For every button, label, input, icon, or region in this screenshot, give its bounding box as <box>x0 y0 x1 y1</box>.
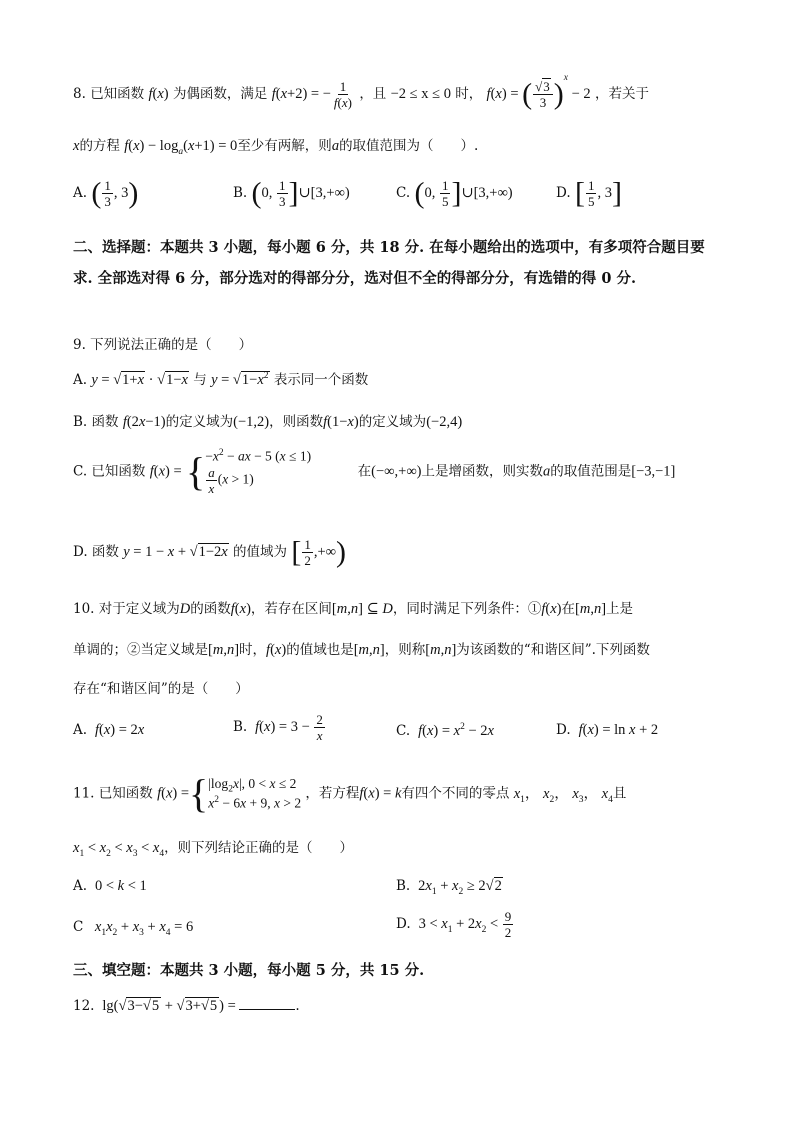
q10-line2 <box>73 638 650 659</box>
q8-option-a-expr: ( $\frac{1}{3}$ , 3) <box>91 176 139 210</box>
q8-line2-b: 至少有两解，则 <box>237 138 332 154</box>
q10-l1-d: ，同时满足下列条件：① <box>392 601 542 617</box>
q10-l2-a: 单调的；②当定义域是 <box>73 642 208 658</box>
q10-l1-f: 上是 <box>606 601 634 617</box>
q12-line: 12. lg(√3−√5 + √3+√5 ) = . <box>73 998 300 1014</box>
q8-option-c-label: C. <box>396 184 411 201</box>
q11-option-b[interactable] <box>396 878 503 897</box>
q10-option-a-expr: f(x) = 2x <box>94 722 145 738</box>
q9-option-b[interactable] <box>73 410 462 431</box>
q8-option-b-expr: (0, $\frac{1}{3}$ ]∪[3,+∞) <box>251 176 350 210</box>
q10-line3: 存在“和谐区间”的是（ ） <box>73 681 249 697</box>
q8-option-c[interactable] <box>396 178 513 209</box>
q9-a-expr2: $y = √1-x^2$ <box>211 371 269 388</box>
q8-x-var: x <box>73 138 80 154</box>
q9-b-dom1: (−1,2) <box>233 414 270 430</box>
q9-d-range: [ $\frac{1}{2}$ ,+∞) <box>291 535 346 569</box>
q8-line1 <box>73 73 649 110</box>
q10-mn4: [m,n] <box>425 642 457 658</box>
q9-b-tail: 的定义域为 <box>358 414 427 430</box>
q8-option-d-label: D. <box>556 184 571 201</box>
q10-option-b-expr: f(x) = 3 − $\frac{2}{x}$ <box>255 712 323 743</box>
q11-option-b-label: B. <box>396 878 411 894</box>
q11-brace: { <box>189 771 209 816</box>
q9-c-mid2: 上是增函数，则实数 <box>421 463 543 480</box>
q9-b-expr2: f(1−x) <box>323 414 359 430</box>
q11-l1-a: 11. 已知函数 <box>73 785 153 802</box>
section-2-heading: 二、选择题：本题共 3 小题，每小题 6 分，共 18 分. 在每小题给出的选项中，有多项符合题目要求. 全部选对得 6 分，部分选对的得部分分，选对但不全的得部分分，有选错的得 0 分. <box>73 239 705 287</box>
q10-fx2: f(x) <box>541 601 562 617</box>
q10-option-c-expr: $f(x) = x^2 - 2x$ <box>418 722 494 739</box>
q8-a-var: a <box>331 138 340 154</box>
q11-line2 <box>73 836 353 859</box>
q9-d-expr: y = 1 − x + √1−2x <box>123 543 228 560</box>
q8-line2-a: 的方程 <box>79 138 120 154</box>
q8-option-a[interactable] <box>73 178 138 209</box>
q9-c-a-var: a <box>542 463 551 480</box>
q10-l2-b: 时， <box>239 642 267 658</box>
q11-option-a-expr: 0 < k < 1 <box>91 878 147 894</box>
q10-D: D <box>179 601 191 617</box>
q10-mn2: [m,n] <box>208 642 240 658</box>
q9-option-a[interactable] <box>73 368 368 389</box>
q10-l1-b: 的函数 <box>190 601 231 617</box>
q8-line2-c: 的取值范围为（ ）. <box>339 138 479 154</box>
q9-c-interval: (−∞,+∞) <box>371 463 422 480</box>
q9-c-mid: 在 <box>357 463 372 480</box>
q9-stem: 9. 下列说法正确的是（ ） <box>73 337 253 353</box>
q10-l1-e: 在 <box>561 601 575 617</box>
q10-l1-c: ，若存在区间 <box>250 601 332 617</box>
q8-option-b[interactable] <box>233 178 350 209</box>
q10-option-d[interactable] <box>556 722 658 739</box>
q10-option-a-label: A. <box>73 722 88 738</box>
q11-l1-d: 且 <box>612 785 627 802</box>
q11-option-a[interactable] <box>73 878 147 895</box>
q11-option-b-expr: $2x_1 + x_2 \ge 2√2$ <box>414 878 502 897</box>
q8-stem-a: 已知函数 <box>90 86 145 102</box>
q11-eq: f(x) = k <box>359 785 402 802</box>
q8-option-a-label: A. <box>73 184 88 201</box>
q8-and: ，且 <box>359 86 387 102</box>
q11-option-a-label: A. <box>73 878 88 894</box>
q8-tail: ，若关于 <box>594 86 649 102</box>
q11-line1 <box>73 771 627 816</box>
q9-c-fx: f(x) = <box>149 463 182 480</box>
q9-option-c[interactable] <box>73 448 675 496</box>
q10-option-b[interactable] <box>233 712 326 743</box>
q10-l2-e: 为该函数的“和谐区间”.下列函数 <box>456 642 650 658</box>
q9-option-d-label: D. 函数 <box>73 543 119 560</box>
q11-option-c-expr: $x_1x_2 + x_3 + x_4 = 6$ <box>94 919 194 938</box>
q9-option-c-label: C. 已知函数 <box>73 463 146 480</box>
q10-mn3: [m,n] <box>353 642 385 658</box>
q9-option-b-label: B. 函数 <box>73 414 119 430</box>
q8-option-d-expr: [ $\frac{1}{5}$ , 3] <box>574 176 622 210</box>
q9-c-tail: 的取值范围是 <box>550 463 632 480</box>
q8-equation: $f(x) - \log_a(x+1) = 0$ <box>124 138 238 157</box>
q12-answer-blank[interactable] <box>239 1009 295 1010</box>
q11-zeros: $x_1$， $x_2$， $x_3$， $x_4$ <box>513 785 613 805</box>
q9-b-expr1: f(2x−1) <box>122 414 166 430</box>
q9-option-a-label: A. <box>73 372 88 388</box>
q10-fx3: f(x) <box>266 642 287 658</box>
q10-mn1: [m,n] <box>574 601 607 617</box>
q9-d-tail: 的值域为 <box>233 543 288 560</box>
q10-option-a[interactable] <box>73 722 144 739</box>
q11-option-c[interactable] <box>73 919 193 938</box>
q11-l1-c: 有四个不同的零点 <box>401 785 510 802</box>
q11-option-d[interactable] <box>396 909 514 940</box>
q11-l2-tail: ，则下列结论正确的是（ ） <box>164 840 354 856</box>
q8-line2 <box>73 134 478 157</box>
q9-c-cases: $-x^2$ − ax − 5 (x ≤ 1) $\frac{a}{x}$ (x > 1) <box>205 448 312 496</box>
q9-a-tail: 表示同一个函数 <box>273 372 369 388</box>
q11-fx: f(x) = <box>157 785 190 802</box>
q8-option-c-expr: (0, $\frac{1}{5}$ ]∪[3,+∞) <box>414 176 513 210</box>
q8-functional-eq: f(x+2) = − $\frac{1}{f(x)}$ <box>271 79 353 111</box>
q10-option-c-label: C. <box>396 722 411 739</box>
q9-b-mid2: ，则函数 <box>269 414 324 430</box>
q9-option-d[interactable] <box>73 537 346 568</box>
q8-fx: f(x) <box>148 86 169 102</box>
q8-range: −2 ≤ x ≤ 0 <box>390 86 451 102</box>
q8-option-b-label: B. <box>233 184 248 201</box>
q10-interval-subset: [m,n] ⊆ D <box>331 601 393 617</box>
q10-l2-d: ，则称 <box>384 642 426 658</box>
q11-option-d-label: D. <box>396 915 411 932</box>
q9-b-dom2: (−2,4) <box>426 414 463 430</box>
q8-when: 时， <box>455 86 483 102</box>
q10-option-d-label: D. <box>556 722 571 738</box>
section-3-heading: 三、填空题：本题共 3 小题，每小题 5 分，共 15 分. <box>73 962 425 979</box>
q11-l1-b: ，若方程 <box>305 785 360 802</box>
q9-a-expr1: y = √1+x · √1−x <box>91 372 188 388</box>
q11-order: $x_1 < x_2 < x_3 < x_4$ <box>73 840 165 859</box>
q10-option-b-label: B. <box>233 718 248 735</box>
q10-l1-a: 10. 对于定义域为 <box>73 601 180 617</box>
q11-option-c-label: C <box>73 919 84 935</box>
q11-option-d-expr: $3 < x_1 + 2x_2$ < $\frac{9}{2}$ <box>414 909 512 940</box>
q10-option-d-expr: f(x) = ln x + 2 <box>578 722 659 738</box>
q8-is-even: 为偶函数，满足 <box>172 86 268 102</box>
q12-expr: lg(√3−√5 + √3+√5 ) = <box>98 998 240 1014</box>
q12-number: 12. <box>73 998 95 1014</box>
q8-number: 8. <box>73 86 86 102</box>
q10-line1 <box>73 597 633 618</box>
q10-fx1: f(x) <box>230 601 251 617</box>
q10-option-c[interactable] <box>396 722 494 740</box>
q11-cases: $|\log_2x|$, 0 < x ≤ 2 $x^2 - 6x + 9$, x > 2 <box>208 776 302 811</box>
q9-a-mid: 与 <box>193 372 207 388</box>
q10-l2-c: 的值域也是 <box>286 642 354 658</box>
q9-c-brace: { <box>185 448 206 494</box>
q9-b-mid: 的定义域为 <box>165 414 234 430</box>
q8-definition: f(x) = ( $\frac{√3}{3}$ )$^x$ − 2 <box>486 73 591 111</box>
q9-c-range: [−3,−1] <box>631 463 676 480</box>
q8-option-d[interactable] <box>556 178 622 209</box>
